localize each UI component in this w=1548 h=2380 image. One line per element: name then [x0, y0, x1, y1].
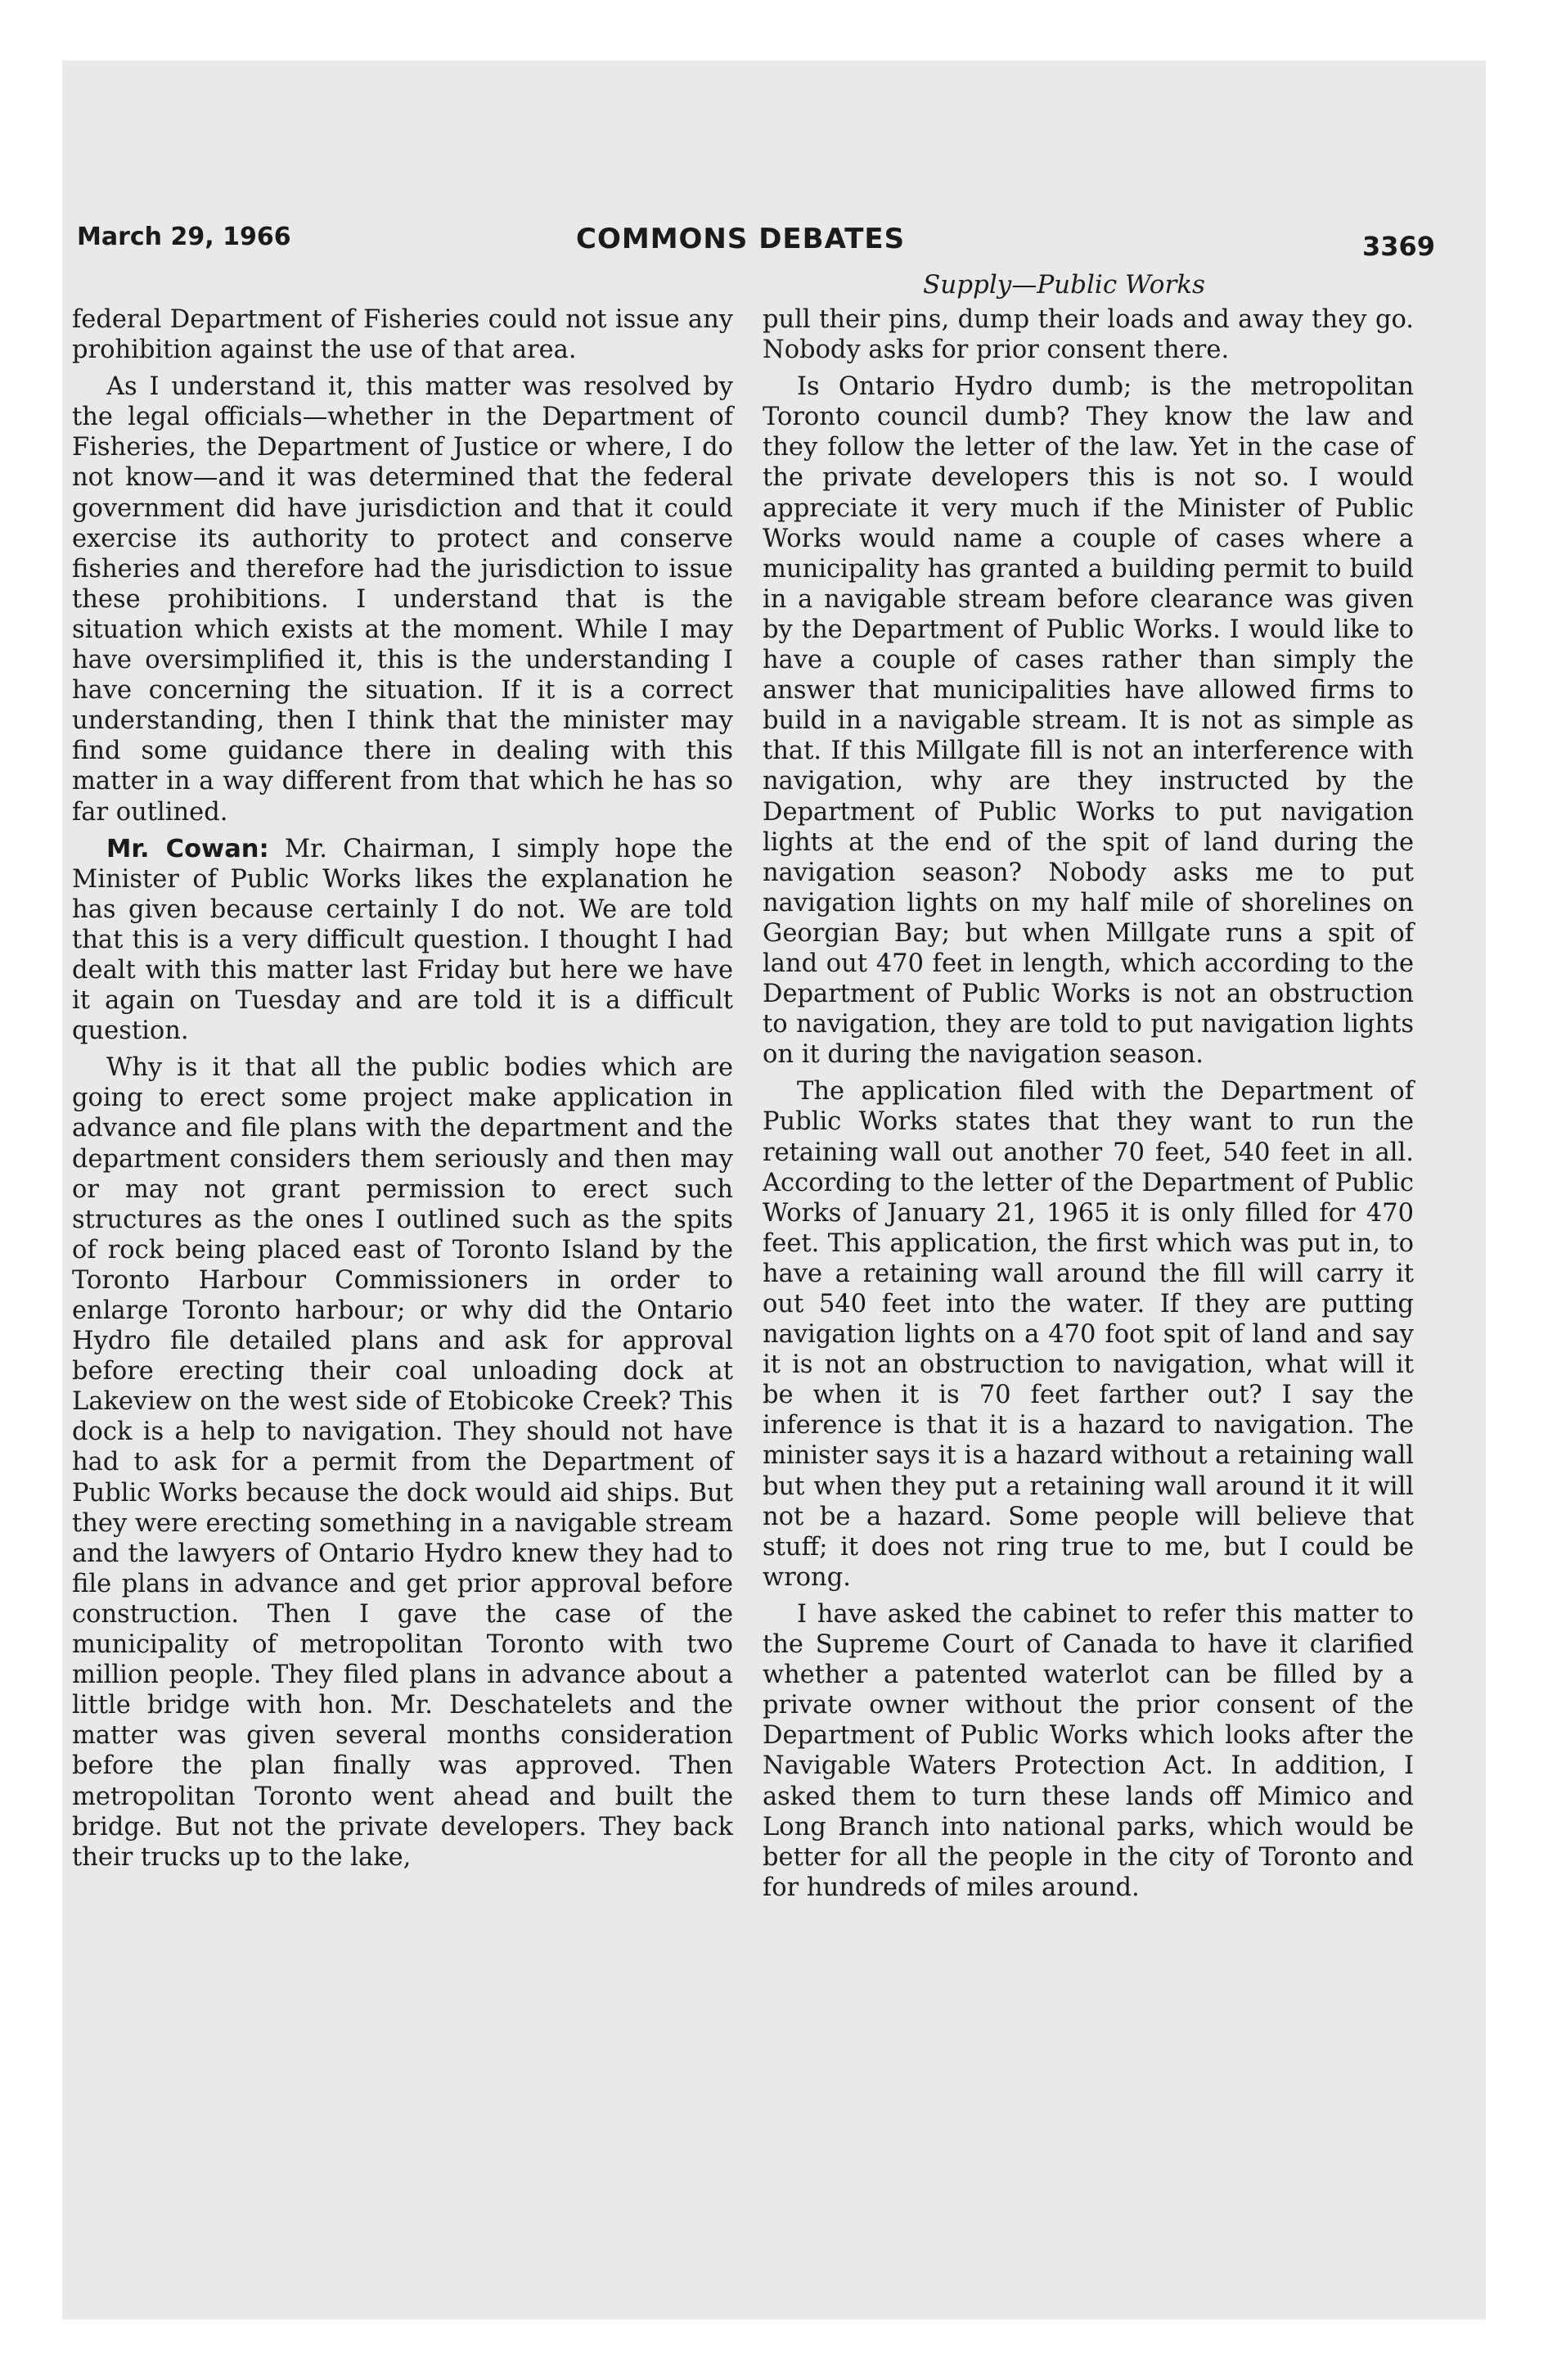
page-header [77, 214, 1435, 264]
speaker-text: Mr. Chairman, I simply hope the Minister of Public Works likes the explanation he has given because certainly I do not. We are told that this is a very difficult question. I thought I had dealt with this matter last Friday but here we have it again on Tuesday and are told it is a difficult question. [72, 834, 733, 1046]
speaker-name: Mr. Cowan: [106, 834, 269, 863]
right-paragraph-1: pull their pins, dump their loads and away they go. Nobody asks for prior consent there. [763, 305, 1414, 365]
running-head: Supply—Public Works [923, 270, 1205, 300]
right-paragraph-3: The application filed with the Department of Public Works states that they want to run the retaining wall out another 70 feet, 540 feet in all. According to the letter of the Department of Public Works of January 21, 1965 it is only filled for 470 feet. This application, the first which was put in, to have a retaining wall around the fill will carry it out 540 feet into the water. If they are putting navigation lights on a 470 foot spit of land and say it is not an obstruction to navigation, what will it be when it is 70 feet farther out? I say the inference is that it is a hazard to navigation. The minister says it is a hazard without a retaining wall but when they put a retaining wall around it it will not be a hazard. Some people will believe that stuff; it does not ring true to me, but I could be wrong. [763, 1077, 1414, 1592]
header-date: March 29, 1966 [77, 223, 291, 251]
right-paragraph-4: I have asked the cabinet to refer this matter to the Supreme Court of Canada to have it clarified whether a patented waterlot can be filled by a private owner without the prior consent of the Department of Public Works which looks after the Navigable Waters Protection Act. In addition, I asked them to turn these lands off Mimico and Long Branch into national parks, which would be better for all the people in the city of Toronto and for hundreds of miles around. [763, 1599, 1414, 1902]
left-paragraph-2: As I understand it, this matter was resolved by the legal officials—whether in the Department of Fisheries, the Department of Justice or where, I do not know—and it was determined that the federal government did have jurisdiction and that it could exercise its authority to protect and conserve fisheries and therefore had the jurisdiction to issue these prohibitions. I understand that is the situation which exists at the moment. While I may have oversimplified it, this is the understanding I have concerning the situation. If it is a correct understanding, then I think that the minister may find some guidance there in dealing with this matter in a way different from that which he has so far outlined. [72, 372, 733, 827]
left-column [72, 304, 733, 1879]
right-paragraph-2: Is Ontario Hydro dumb; is the metropolitan Toronto council dumb? They know the law and they follow the letter of the law. Yet in the case of the private developers this is not so. I would appreciate it very much if the Minister of Public Works would name a couple of cases where a municipality has granted a building permit to build in a navigable stream before clearance was given by the Department of Public Works. I would like to have a couple of cases rather than simply the answer that municipalities have allowed firms to build in a navigable stream. It is not as simple as that. If this Millgate fill is not an interference with navigation, why are they instructed by the Department of Public Works to put navigation lights at the end of the spit of land during the navigation season? Nobody asks me to put navigation lights on my half mile of shorelines on Georgian Bay; but when Millgate runs a spit of land out 470 feet in length, which according to the Department of Public Works is not an obstruction to navigation, they are told to put navigation lights on it during the navigation season. [763, 372, 1414, 1070]
header-title: COMMONS DEBATES [576, 223, 906, 255]
left-paragraph-3 [72, 834, 733, 1047]
left-paragraph-1: federal Department of Fisheries could not issue any prohibition against the use of that area. [72, 305, 733, 365]
left-paragraph-4: Why is it that all the public bodies which are going to erect some project make application in advance and file plans with the department and the department considers them seriously and then may or may not grant permission to erect such structures as the ones I outlined such as the spits of rock being placed east of Toronto Island by the Toronto Harbour Commissioners in order to enlarge Toronto harbour; or why did the Ontario Hydro file detailed plans and ask for approval before erecting their coal unloading dock at Lakeview on the west side of Etobicoke Creek? This dock is a help to navigation. They should not have had to ask for a permit from the Department of Public Works because the dock would aid ships. But they were erecting something in a navigable stream and the lawyers of Ontario Hydro knew they had to file plans in advance and get prior approval before construction. Then I gave the case of the municipality of metropolitan Toronto with two million people. They filed plans in advance about a little bridge with hon. Mr. Deschatelets and the matter was given several months consideration before the plan finally was approved. Then metropolitan Toronto went ahead and built the bridge. But not the private developers. They back their trucks up to the lake, [72, 1053, 733, 1872]
right-column [763, 304, 1414, 1909]
page-number: 3369 [1361, 231, 1435, 262]
